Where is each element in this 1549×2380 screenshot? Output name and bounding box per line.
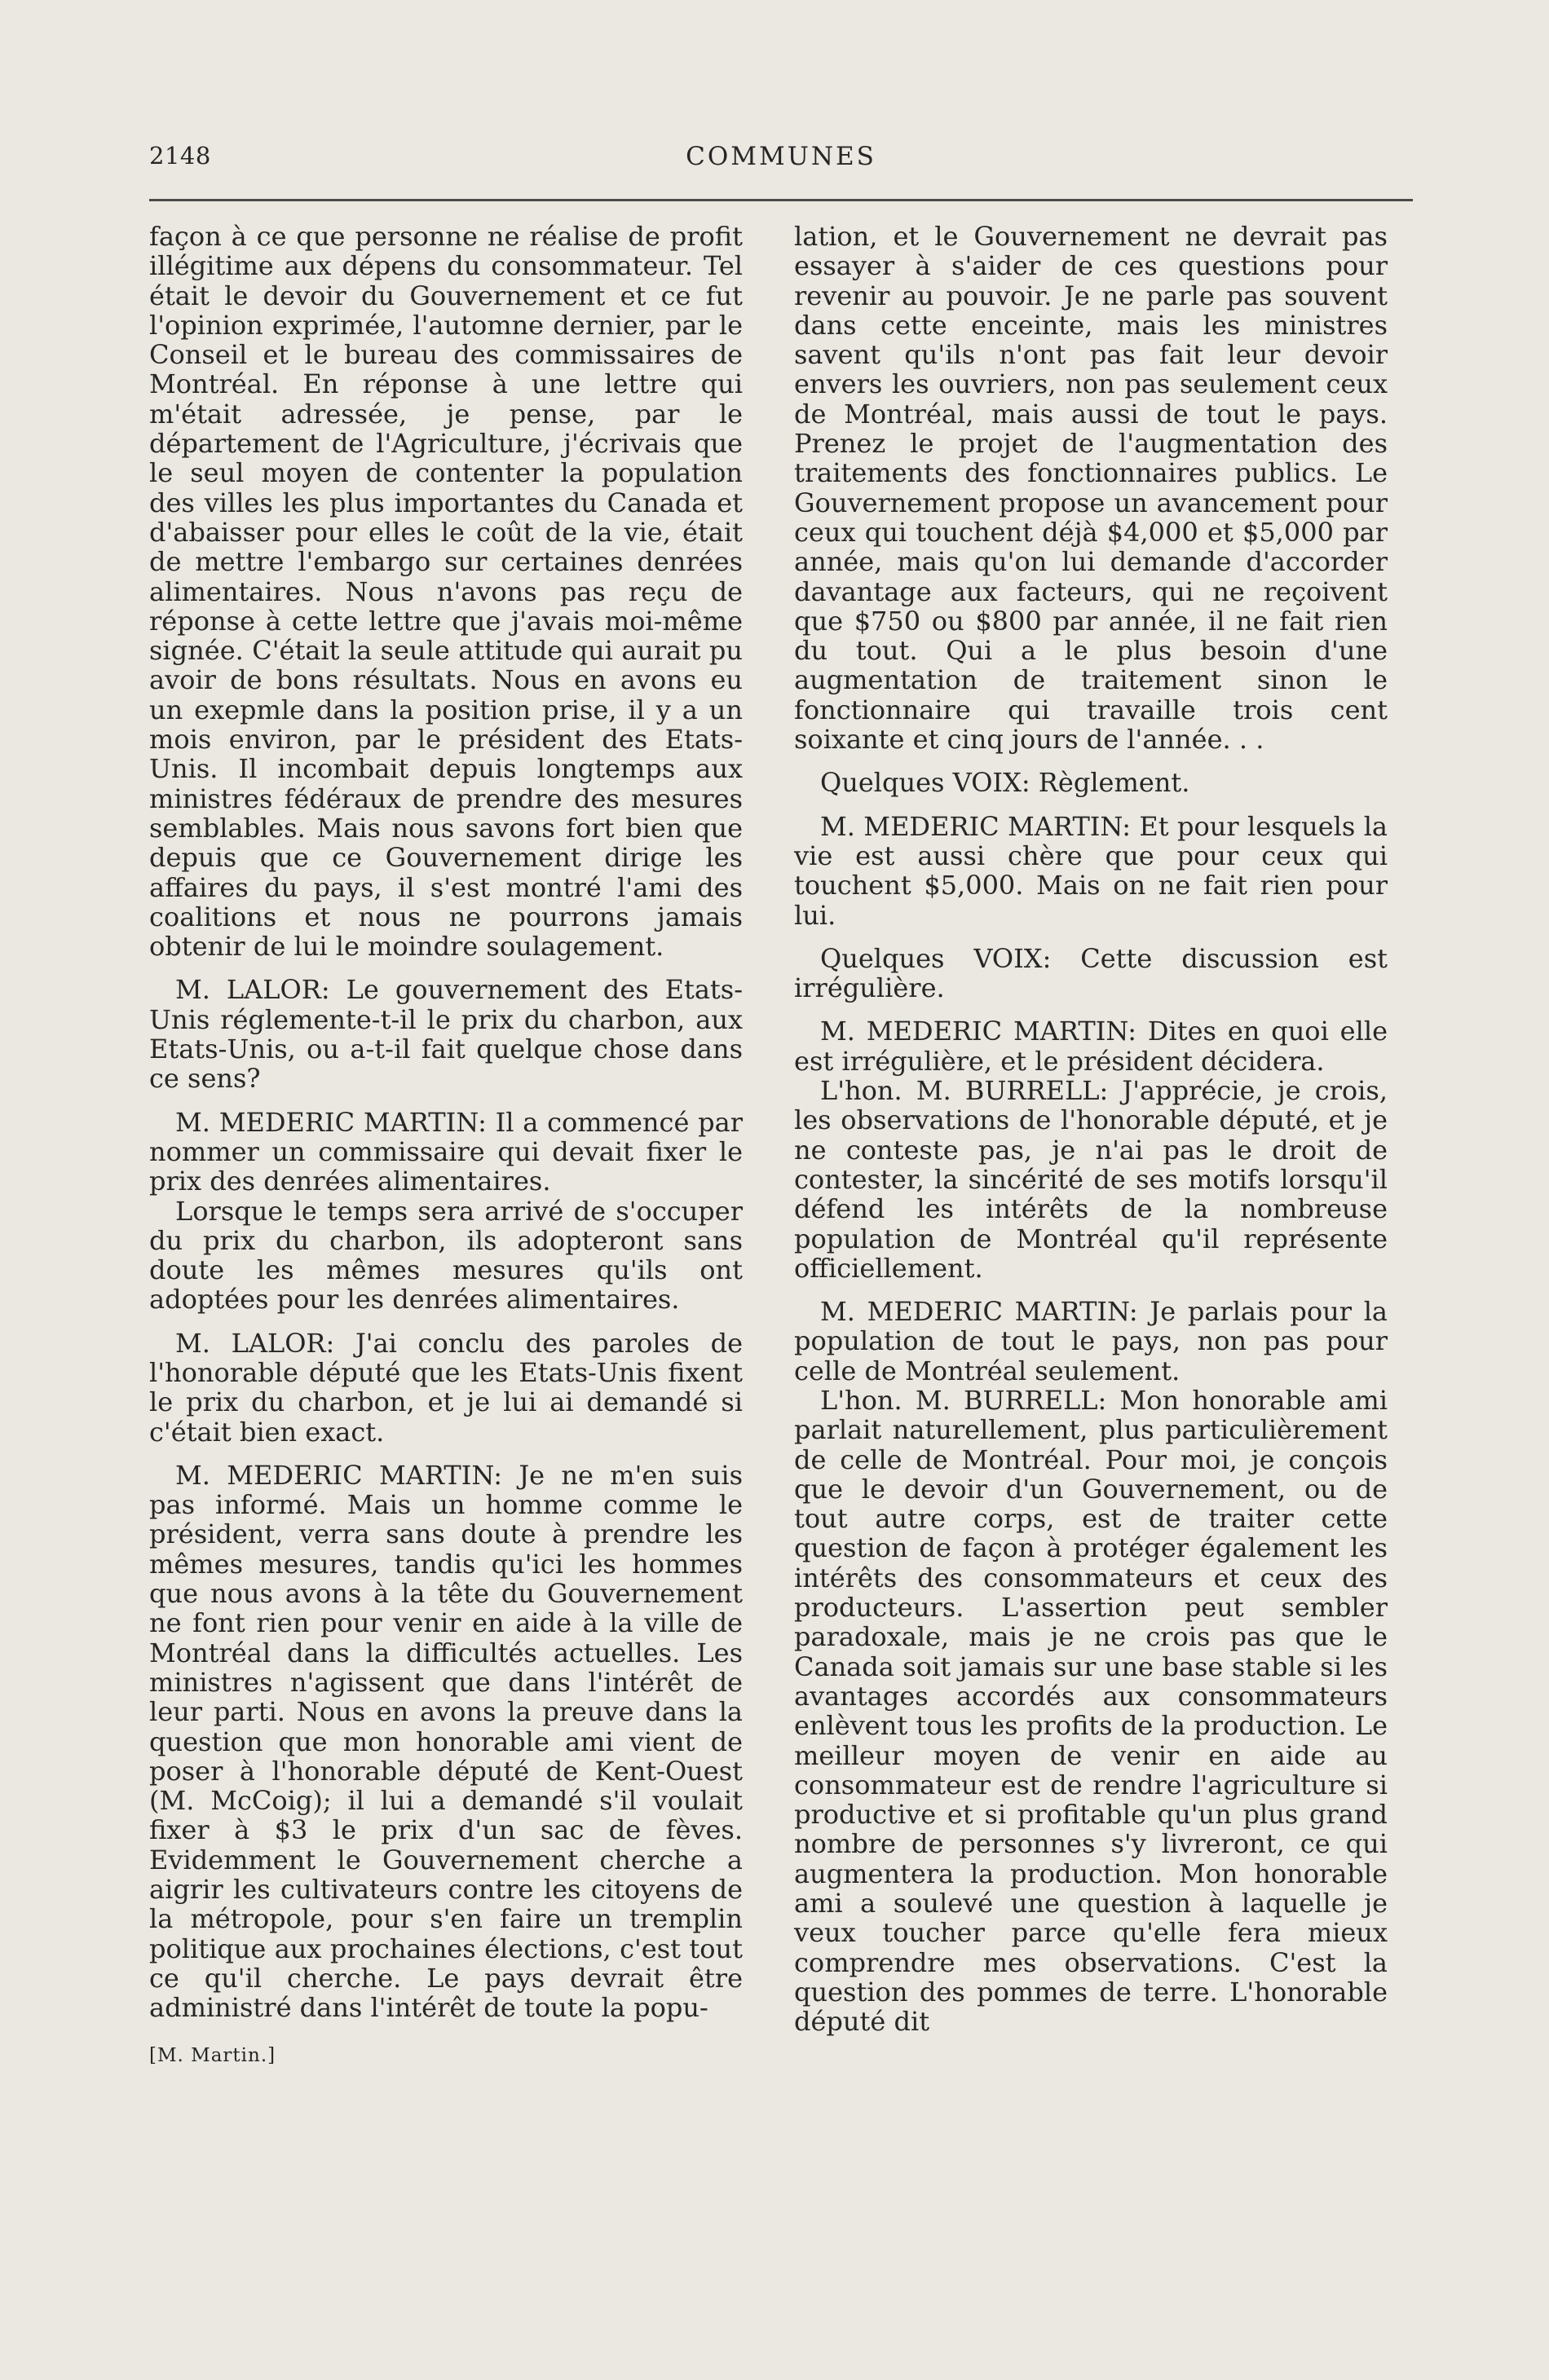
paragraph-continuation: lation, et le Gouvernement ne devrait pas essayer à s'aider de ces questions pour revenir au pouvoir. Je ne parle pas souvent dans cette enceinte, mais les ministres savent qu'ils n'ont pas fait leur devoir envers les ouvriers, non pas seulement ceux de Montréal, mais aussi de tout le pays. Prenez le projet de l'augmentation des traitements des fonctionnaires publics. Le Gouvernement propose un avancement pour ceux qui touchent déjà $4,000 et $5,000 par année, mais qu'on lui demande d'accorder davantage aux facteurs, qui ne reçoivent que $750 ou $800 par année, il ne fait rien du tout. Qui a le plus besoin d'une augmentation de traitement sinon le fonctionnaire qui travaille trois cent soixante et cinq jours de l'année. . . xyxy=(794,221,1388,756)
paragraph-martin-president: M. MEDERIC MARTIN: Dites en quoi elle est irrégulière, et le président décidera. xyxy=(794,1016,1388,1077)
paragraph-martin-reply: M. MEDERIC MARTIN: Il a commencé par nommer un commissaire qui devait fixer le prix des denrées alimentaires. xyxy=(149,1106,743,1197)
paragraph-martin-response: M. MEDERIC MARTIN: Je ne m'en suis pas informé. Mais un homme comme le président, verra sans doute à prendre les mêmes mesures, tandis qu'ici les hommes que nous avons à la tête du Gouvernement ne font rien pour venir en aide à la ville de Montréal dans la difficultés actuelles. Les ministres n'agissent que dans l'intérêt de leur parti. Nous en avons la preuve dans la question que mon honorable ami vient de poser à l'honorable député de Kent-Ouest (M. McCoig); il lui a demandé s'il voulait fixer à $3 le prix d'un sac de fèves. Evidemment le Gouvernement cherche a aigrir les cultivateurs contre les citoyens de la métropole, pour s'en faire un tremplin politique aux prochaines élections, c'est tout ce qu'il cherche. Le pays devrait être administré dans l'intérêt de toute la popu- xyxy=(149,1459,743,2024)
speaker-footer-tag: [M. Martin.] xyxy=(149,2044,276,2066)
paragraph-burrell-response: L'hon. M. BURRELL: Mon honorable ami parlait naturellement, plus particulièrement de celle de Montréal. Pour moi, je conçois que le devoir d'un Gouvernement, ou de tout autre corps, est de traiter cette question de façon à protéger également les intérêts des consommateurs et ceux des producteurs. L'assertion peut sembler paradoxale, mais je ne crois pas que le Canada soit jamais sur une base stable si les avantages accordés aux consommateurs enlèvent tous les profits de la production. Le meilleur moyen de venir en aide au consommateur est de rendre l'agriculture si productive et si profitable qu'un plus grand nombre de personnes s'y livreront, ce qui augmentera la production. Mon honorable ami a soulevé une question à laquelle je veux toucher parce qu'elle fera mieux comprendre mes observations. C'est la question des pommes de terre. L'honorable député dit xyxy=(794,1384,1388,2038)
paragraph-voices-order: Quelques VOIX: Règlement. xyxy=(820,767,1190,799)
paragraph-lalor-question: M. LALOR: Le gouvernement des Etats-Unis réglemente-t-il le prix du charbon, aux Etats-Unis, ou a-t-il fait quelque chose dans ce sens? xyxy=(149,974,743,1095)
running-head: COMMUNES xyxy=(686,142,876,171)
page-number: 2148 xyxy=(149,142,211,170)
paragraph-continuation: façon à ce que personne ne réalise de profit illégitime aux dépens du consommateur. Tel était le devoir du Gouvernement et ce fut l'opinion exprimée, l'automne dernier, par le Conseil et le bureau des commissaires de Montréal. En réponse à une lettre qui m'était adressée, je pense, par le département de l'Agriculture, j'écrivais que le seul moyen de contenter la population des villes les plus importantes du Canada et d'abaisser pour elles le coût de la vie, était de mettre l'embargo sur certaines denrées alimentaires. Nous n'avons pas reçu de réponse à cette lettre que j'avais moi-même signée. C'était la seule attitude qui aurait pu avoir de bons résultats. Nous en avons eu un exepmle dans la position prise, il y a un mois environ, par le président des Etats-Unis. Il incombait depuis longtemps aux ministres fédéraux de prendre des mesures semblables. Mais nous savons fort bien que depuis que ce Gouvernement dirige les affaires du pays, il s'est montré l'ami des coalitions et nous ne pourrons jamais obtenir de lui le moindre soulagement. xyxy=(149,221,743,963)
header-rule xyxy=(149,199,1413,201)
paragraph-martin-expensive-life: M. MEDERIC MARTIN: Et pour lesquels la vie est aussi chère que pour ceux qui touchent $5,000. Mais on ne fait rien pour lui. xyxy=(794,810,1388,931)
paragraph-lalor-conclusion: M. LALOR: J'ai conclu des paroles de l'honorable député que les Etats-Unis fixent le prix du charbon, et je lui ai demandé si c'était bien exact. xyxy=(149,1327,743,1448)
paragraph-martin-whole-country: M. MEDERIC MARTIN: Je parlais pour la population de tout le pays, non pas pour celle de Montréal seulement. xyxy=(794,1296,1388,1386)
paragraph-martin-coal: Lorsque le temps sera arrivé de s'occuper du prix du charbon, ils adopteront sans doute les mêmes mesures qu'ils ont adoptées pour les denrées alimentaires. xyxy=(149,1195,743,1316)
right-column xyxy=(794,222,1388,2037)
left-column xyxy=(149,222,743,2070)
paragraph-voices-irregular: Quelques VOIX: Cette discussion est irrégulière. xyxy=(794,942,1388,1004)
page-header xyxy=(149,142,1413,178)
paragraph-burrell-appreciation: L'hon. M. BURRELL: J'apprécie, je crois, les observations de l'honorable député, et je ne conteste pas, je n'ai pas le droit de contester, la sincérité de ses motifs lorsqu'il défend les intérêts de la nombreuse population de Montréal qu'il représente officiellement. xyxy=(794,1075,1388,1284)
